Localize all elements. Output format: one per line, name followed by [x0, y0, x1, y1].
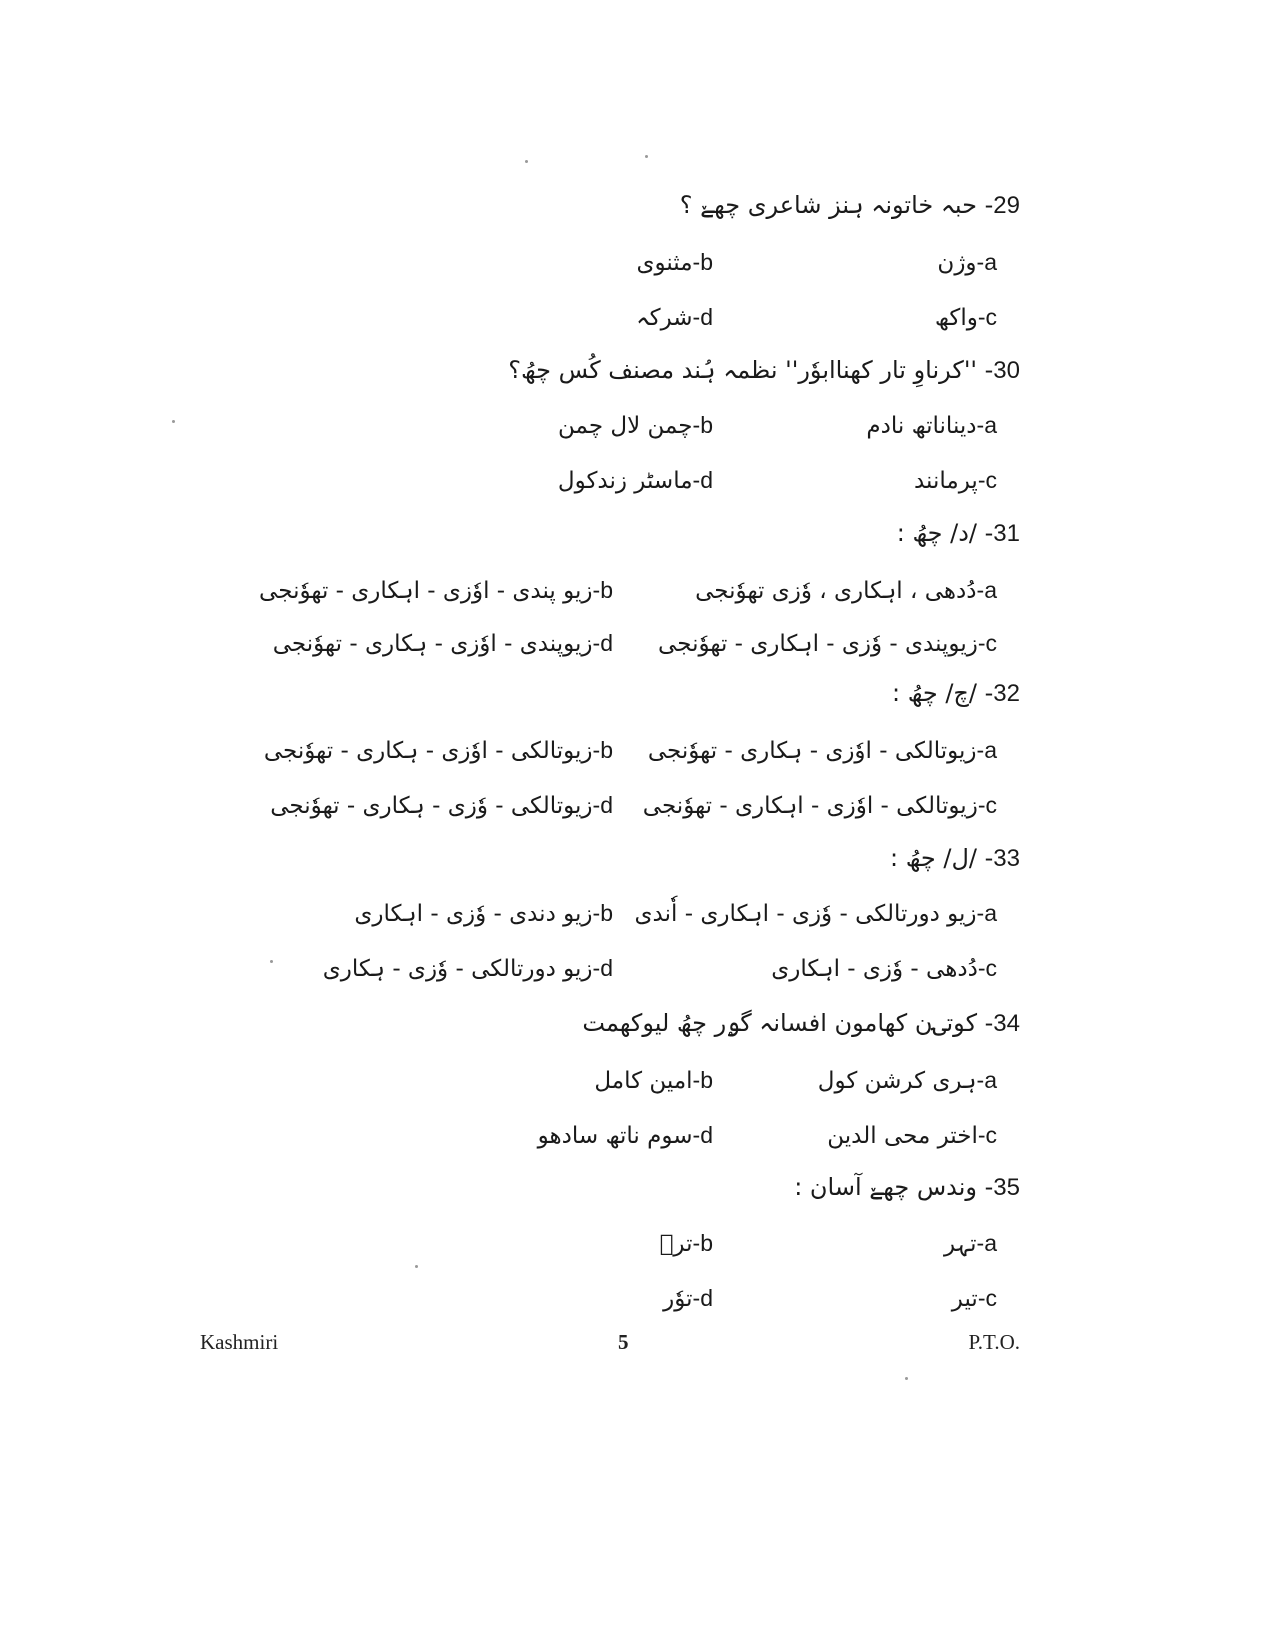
question-31 [897, 518, 1020, 549]
question-number: 31 [993, 520, 1020, 547]
option-30-b: b-چمن لال چمن [558, 412, 713, 439]
option-text: واکھ [934, 305, 978, 331]
option-35-d: d-توٗر [663, 1285, 713, 1312]
option-32-a: a-زیوتالکی - اوٗزی - ہکاری - تھوٗنجی [647, 737, 997, 764]
option-text: ہری کرشن کول [817, 1068, 977, 1094]
option-31-c: c-زیوپندی - وٗزی - اہکاری - تھوٗنجی [658, 630, 997, 657]
option-35-c: c-تیر [951, 1285, 997, 1312]
option-30-d: d-ماسٹر زندکول [557, 467, 713, 494]
option-text: شرکہ [636, 305, 693, 331]
option-text: توٗر [663, 1286, 693, 1312]
scan-speck [905, 1377, 908, 1380]
question-number: 30 [993, 357, 1020, 384]
option-35-a: a-تہر [943, 1230, 997, 1257]
option-text: تہر [943, 1231, 977, 1257]
option-29-d: d-شرکہ [636, 304, 713, 331]
question-29 [680, 190, 1020, 221]
option-32-b: b-زیوتالکی - اوٗزی - ہکاری - تھوٗنجی [263, 737, 613, 764]
option-33-d: d-زیو دورتالکی - وٗزی - ہکاری [322, 955, 613, 982]
footer-page-number: 5 [618, 1330, 629, 1354]
option-32-c: c-زیوتالکی - اوٗزی - اہکاری - تھوٗنجی [642, 792, 997, 819]
option-33-b: b-زیو دندی - وٗزی - اہکاری [354, 900, 613, 927]
option-31-b: b-زیو پندی - اوٗزی - اہکاری - تھوٗنجی [259, 577, 613, 604]
question-32 [892, 678, 1020, 709]
option-30-c: c-پرمانند [913, 467, 997, 494]
option-29-a: a-وژن [937, 249, 997, 276]
option-text: تیر [951, 1286, 978, 1312]
option-text: زیوپندی - وٗزی - اہکاری - تھوٗنجی [658, 631, 978, 657]
option-33-c: c-دُدھی - وٗزی - اہکاری [771, 955, 997, 982]
option-text: زیوتالکی - اوٗزی - ہکاری - تھوٗنجی [647, 738, 977, 764]
question-number: 32 [993, 680, 1020, 707]
option-text: زیو پندی - اوٗزی - اہکاری - تھوٗنجی [259, 578, 593, 604]
option-30-a: a-دیناناتھ نادم [866, 412, 997, 439]
question-text: - کوتۍن کھامون افسانہ گۄر چھُ لیوکھمت [582, 1009, 994, 1037]
option-text: زیو دندی - وٗزی - اہکاری [354, 901, 593, 927]
option-text: چمن لال چمن [558, 413, 693, 439]
option-text: زیو دورتالکی - وٗزی - ہکاری [322, 956, 593, 982]
question-text: - /چ/ چھُ : [892, 679, 994, 707]
question-34 [582, 1008, 1020, 1039]
scan-speck [172, 420, 175, 423]
question-number: 33 [993, 845, 1020, 872]
footer-pto: P.T.O. [968, 1330, 1020, 1354]
option-34-c: c-اختر محی الدین [827, 1122, 997, 1149]
option-text: پرمانند [913, 468, 978, 494]
option-31-a: a-دُدھی ، اہکاری ، وٗزی تھوٗنجی [695, 577, 997, 604]
question-text: - /ل/ چھُ : [890, 844, 994, 872]
option-35-b: b-ترٛ [659, 1230, 713, 1257]
scan-speck [270, 960, 273, 963]
option-32-d: d-زیوتالکی - وٗزی - ہکاری - تھوٗنجی [270, 792, 613, 819]
question-number: 29 [993, 192, 1020, 219]
question-33 [890, 843, 1020, 874]
option-text: زیوتالکی - وٗزی - ہکاری - تھوٗنجی [270, 793, 593, 819]
question-text: - حبہ خاتونہ ہنز شاعری چھےٚ ؟ [679, 191, 994, 219]
option-text: دُدھی - وٗزی - اہکاری [771, 956, 978, 982]
option-text: دیناناتھ نادم [866, 413, 977, 439]
question-text: - /د/ چھُ : [896, 519, 994, 547]
option-33-a: a-زیو دورتالکی - وٗزی - اہکاری - اٗندی [634, 900, 997, 927]
option-34-d: d-سوم ناتھ سادھو [537, 1122, 713, 1149]
option-text: زیوتالکی - اوٗزی - اہکاری - تھوٗنجی [642, 793, 978, 819]
question-text: - وندس چھےٚ آسان : [794, 1173, 994, 1201]
option-text: ماسٹر زندکول [557, 468, 693, 494]
option-text: دُدھی ، اہکاری ، وٗزی تھوٗنجی [695, 578, 977, 604]
option-text: وژن [937, 250, 977, 276]
option-text: اختر محی الدین [827, 1123, 978, 1149]
option-text: زیوپندی - اوٗزی - ہکاری - تھوٗنجی [272, 631, 593, 657]
scan-speck [525, 160, 528, 163]
option-text: زیو دورتالکی - وٗزی - اہکاری - اٗندی [634, 901, 977, 927]
question-35 [794, 1172, 1020, 1203]
question-number: 34 [993, 1010, 1020, 1037]
question-number: 35 [993, 1174, 1020, 1201]
option-34-a: a-ہری کرشن کول [817, 1067, 997, 1094]
option-31-d: d-زیوپندی - اوٗزی - ہکاری - تھوٗنجی [272, 630, 613, 657]
option-29-b: b-مثنوی [636, 249, 713, 276]
option-text: سوم ناتھ سادھو [537, 1123, 693, 1149]
option-text: ترٛ [659, 1231, 693, 1257]
footer-subject: Kashmiri [200, 1330, 279, 1354]
question-30 [508, 355, 1020, 386]
option-text: امین کامل [594, 1068, 693, 1094]
scan-speck [645, 155, 648, 158]
option-34-b: b-امین کامل [594, 1067, 713, 1094]
question-text: - ''کرناوِ تار کھناابوٗر'' نظمہ ہُند مصنف کُس چھُ؟ [508, 356, 994, 384]
scan-speck [415, 1265, 418, 1268]
option-29-c: c-واکھ [934, 304, 997, 331]
option-text: زیوتالکی - اوٗزی - ہکاری - تھوٗنجی [263, 738, 593, 764]
option-text: مثنوی [636, 250, 693, 276]
